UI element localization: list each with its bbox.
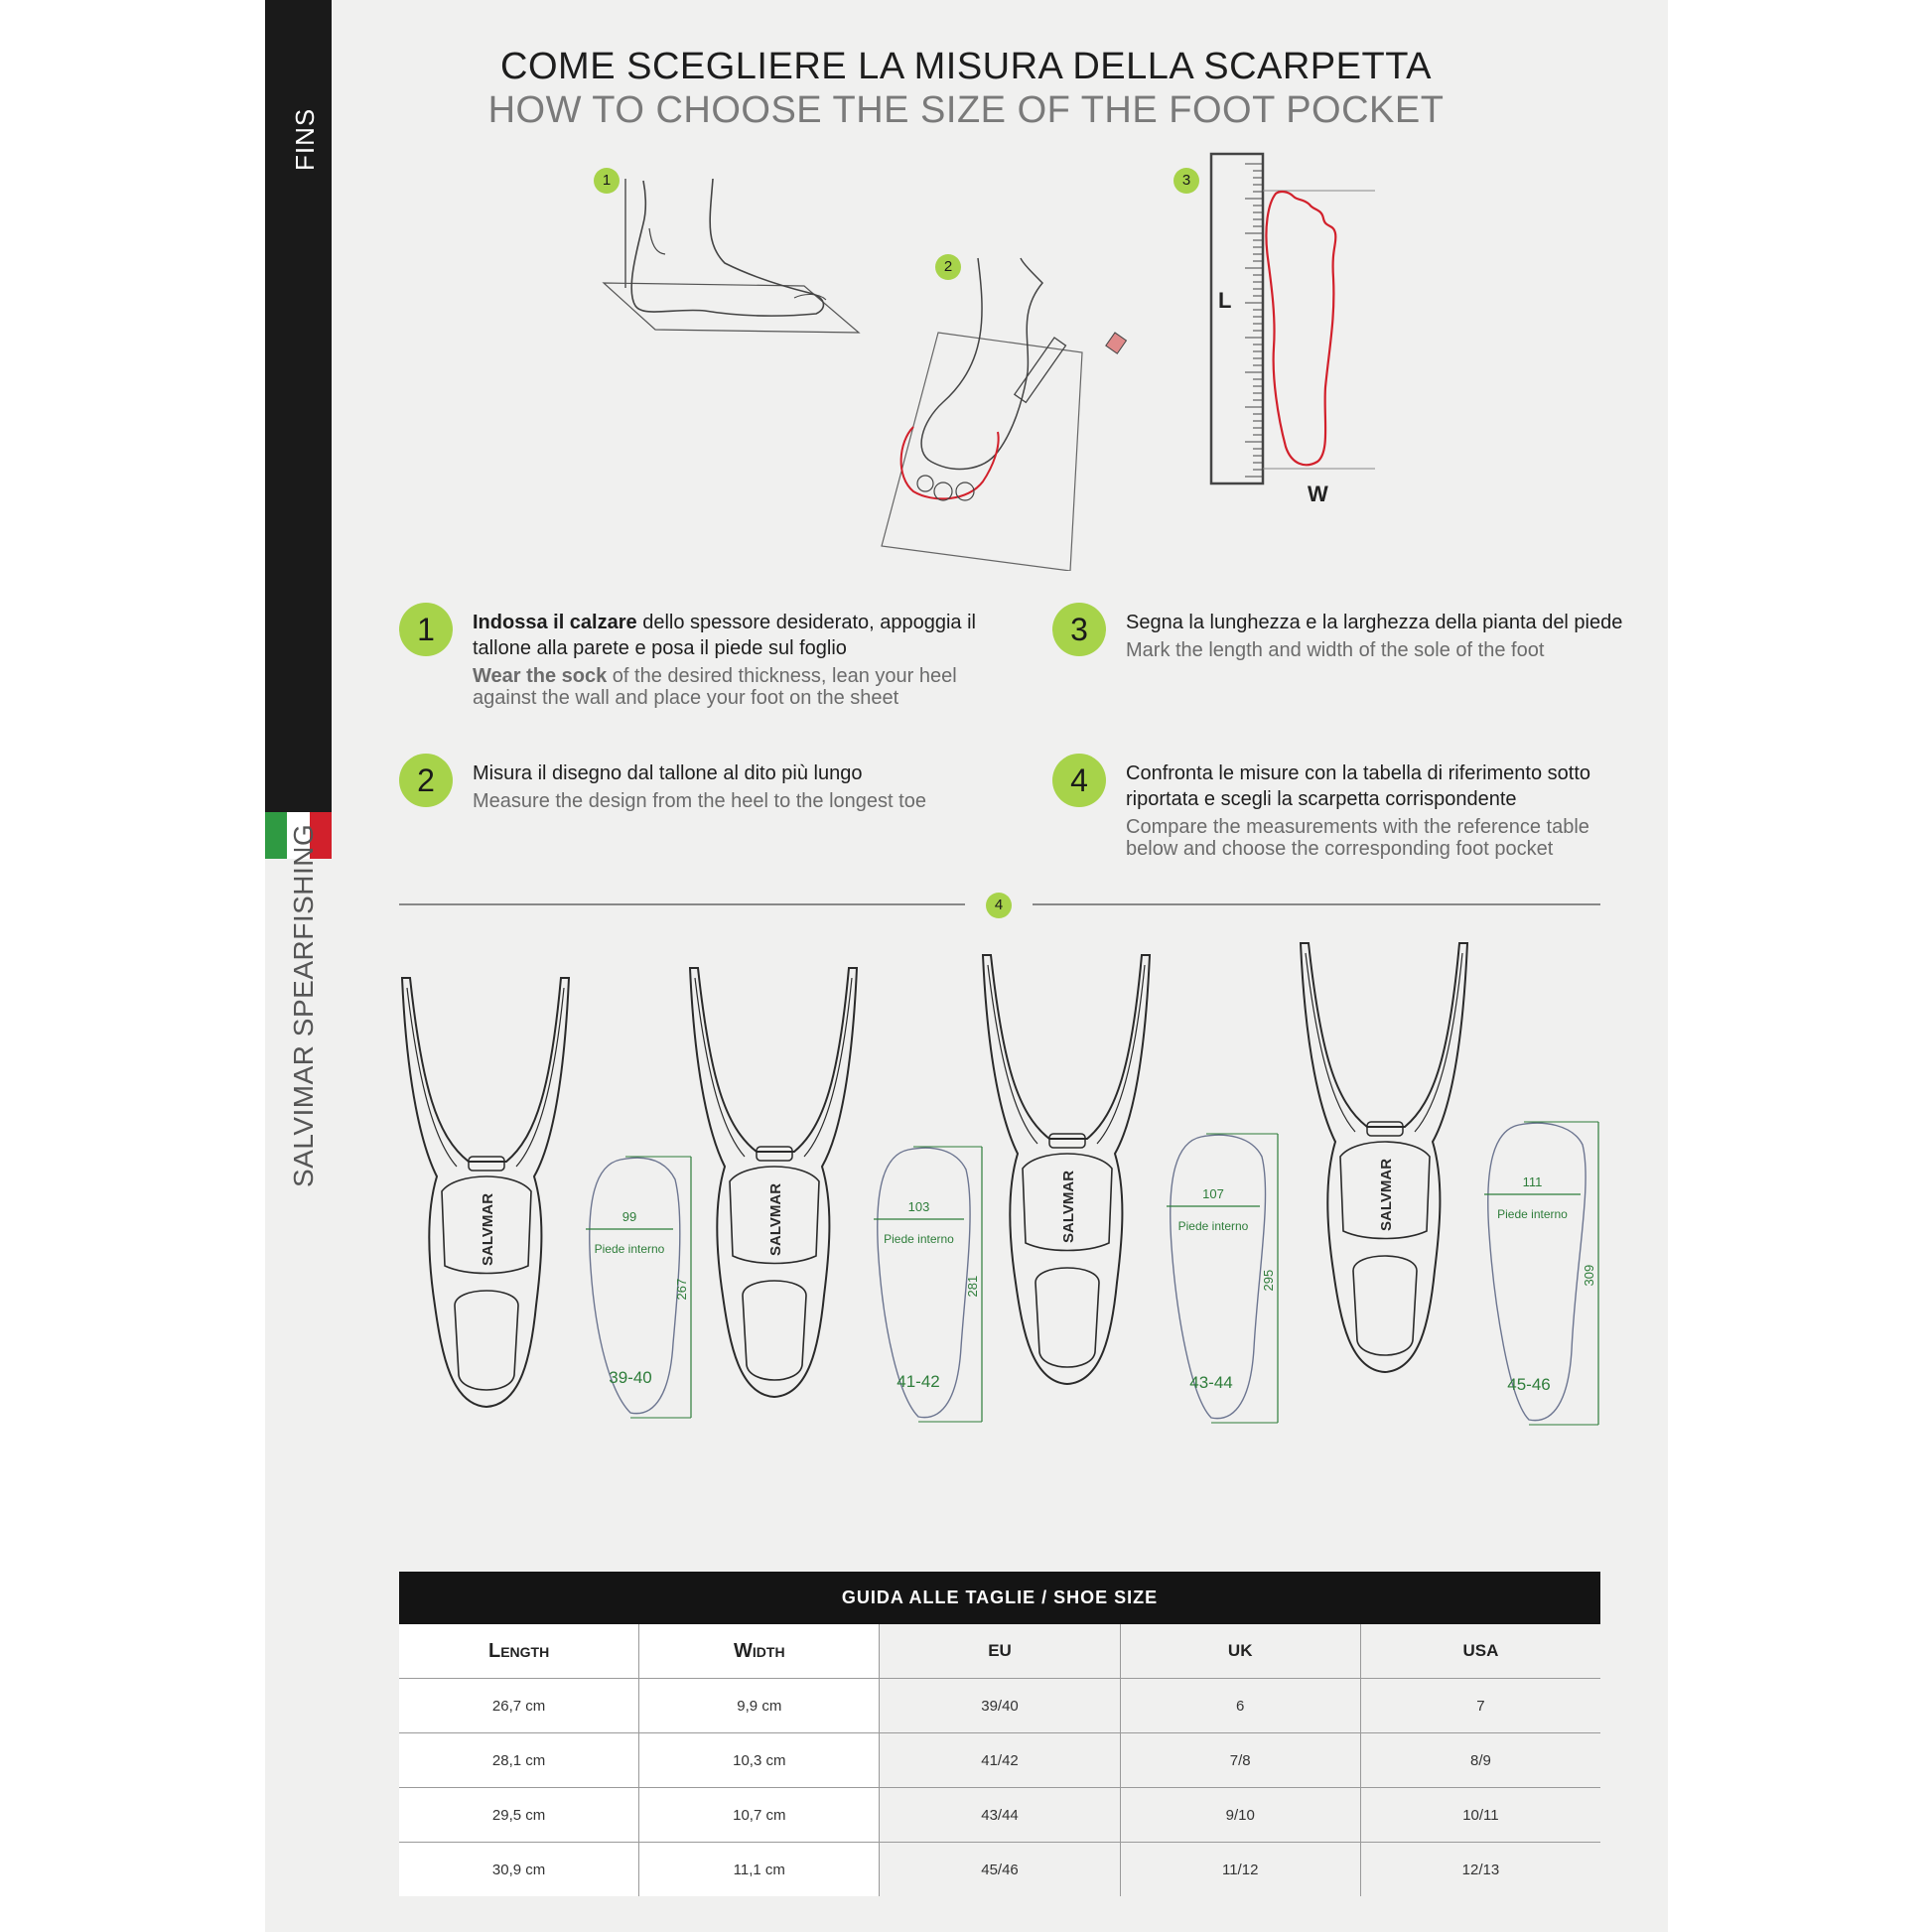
table-row bbox=[399, 1733, 1600, 1788]
fin-brand-label: SALVMAR bbox=[1378, 1158, 1395, 1231]
fin-brand-label: SALVMAR bbox=[480, 1192, 496, 1266]
step-4-badge: 4 bbox=[1052, 754, 1106, 807]
fin-outline bbox=[402, 978, 569, 1407]
size-table-title: GUIDA ALLE TAGLIE / SHOE SIZE bbox=[399, 1572, 1600, 1624]
fin-buckle bbox=[757, 1147, 792, 1161]
illustration-badge-1: 1 bbox=[594, 168, 620, 194]
fin-outline bbox=[690, 968, 857, 1397]
cell-uk: 6 bbox=[1121, 1679, 1361, 1732]
fin-brand-label: SALVMAR bbox=[1060, 1170, 1077, 1243]
section-label: FINS bbox=[290, 107, 320, 171]
cell-eu: 39/40 bbox=[880, 1679, 1120, 1732]
step-1-it-text: dello spessore desiderato, appoggia il tallone alla parete e posa il piede sul foglio bbox=[473, 612, 976, 659]
cell-length: 26,7 cm bbox=[399, 1679, 639, 1732]
step-3-it-text: Segna la lunghezza e la larghezza della pianta del piede bbox=[1126, 612, 1623, 633]
size-label: 43-44 bbox=[1189, 1373, 1233, 1392]
ruler-length-label: L bbox=[1218, 288, 1232, 313]
header-usa: USA bbox=[1361, 1624, 1600, 1678]
cell-length: 28,1 cm bbox=[399, 1733, 639, 1787]
page-title-english: HOW TO CHOOSE THE SIZE OF THE FOOT POCKET bbox=[487, 89, 1445, 131]
ruler-width-label: W bbox=[1308, 482, 1328, 506]
step-3-en-text: Mark the length and width of the sole of the foot bbox=[1126, 639, 1545, 661]
fin-group bbox=[402, 978, 691, 1418]
cell-uk: 9/10 bbox=[1121, 1788, 1361, 1842]
brand-label: SALVIMAR SPEARFISHING bbox=[288, 823, 319, 1187]
cell-eu: 45/46 bbox=[880, 1843, 1120, 1896]
fin-buckle bbox=[1049, 1134, 1085, 1148]
fin-brand-label: SALVMAR bbox=[767, 1182, 784, 1256]
step-1-en-text: of the desired thickness, lean your heel against the wall and place your foot on the sheet bbox=[473, 665, 957, 709]
size-label: 41-42 bbox=[897, 1372, 940, 1391]
step-2-it-text: Misura il disegno dal tallone al dito più lungo bbox=[473, 762, 863, 784]
size-label: 39-40 bbox=[609, 1368, 652, 1387]
fin-group bbox=[983, 955, 1278, 1423]
size-label: 45-46 bbox=[1507, 1375, 1551, 1394]
width-value: 99 bbox=[621, 1209, 637, 1224]
length-value: 309 bbox=[1582, 1264, 1596, 1287]
fin-heel-pocket bbox=[1035, 1268, 1099, 1367]
inner-foot-label: Piede interno bbox=[1497, 1207, 1568, 1221]
table-row bbox=[399, 1679, 1600, 1733]
width-value: 107 bbox=[1202, 1186, 1224, 1201]
size-table bbox=[399, 1572, 1600, 1896]
fin-heel-pocket bbox=[455, 1291, 518, 1390]
width-value: 103 bbox=[907, 1199, 930, 1214]
inner-foot-label: Piede interno bbox=[884, 1232, 954, 1246]
header-width: Width bbox=[639, 1624, 880, 1678]
cell-uk: 7/8 bbox=[1121, 1733, 1361, 1787]
fin-group bbox=[690, 968, 982, 1422]
cell-width: 10,3 cm bbox=[639, 1733, 880, 1787]
inner-foot-label: Piede interno bbox=[594, 1242, 665, 1256]
step-4-en-text: Compare the measurements with the reference table below and choose the corresponding foot pocket bbox=[1126, 816, 1589, 860]
cell-usa: 7 bbox=[1361, 1679, 1600, 1732]
cell-usa: 12/13 bbox=[1361, 1843, 1600, 1896]
fin-heel-pocket bbox=[1353, 1256, 1417, 1355]
step-1-en-bold: Wear the sock bbox=[473, 665, 608, 687]
cell-length: 30,9 cm bbox=[399, 1843, 639, 1896]
cell-usa: 8/9 bbox=[1361, 1733, 1600, 1787]
length-value: 295 bbox=[1261, 1269, 1276, 1292]
cell-length: 29,5 cm bbox=[399, 1788, 639, 1842]
header-uk: UK bbox=[1121, 1624, 1361, 1678]
size-table-header-row bbox=[399, 1624, 1600, 1679]
step-2-badge: 2 bbox=[399, 754, 453, 807]
step-2-en-text: Measure the design from the heel to the longest toe bbox=[473, 790, 926, 812]
cell-usa: 10/11 bbox=[1361, 1788, 1600, 1842]
illustration-badge-3: 3 bbox=[1173, 168, 1199, 194]
cell-uk: 11/12 bbox=[1121, 1843, 1361, 1896]
fin-buckle bbox=[1367, 1122, 1403, 1136]
fin-outline bbox=[1301, 943, 1467, 1372]
step-3-badge: 3 bbox=[1052, 603, 1106, 656]
width-value: 111 bbox=[1522, 1174, 1543, 1189]
header-eu: EU bbox=[880, 1624, 1120, 1678]
table-row bbox=[399, 1788, 1600, 1843]
table-row bbox=[399, 1843, 1600, 1896]
cell-eu: 43/44 bbox=[880, 1788, 1120, 1842]
illustration-badge-2: 2 bbox=[935, 254, 961, 280]
fin-outline bbox=[983, 955, 1150, 1384]
cell-width: 11,1 cm bbox=[639, 1843, 880, 1896]
header-length: Length bbox=[399, 1624, 639, 1678]
length-value: 267 bbox=[674, 1278, 689, 1301]
length-value: 281 bbox=[965, 1275, 980, 1298]
step-1-it-bold: Indossa il calzare bbox=[473, 612, 637, 633]
cell-width: 9,9 cm bbox=[639, 1679, 880, 1732]
step-1-badge: 1 bbox=[399, 603, 453, 656]
inner-foot-label: Piede interno bbox=[1177, 1219, 1249, 1233]
cell-width: 10,7 cm bbox=[639, 1788, 880, 1842]
cell-eu: 41/42 bbox=[880, 1733, 1120, 1787]
fin-heel-pocket bbox=[743, 1281, 806, 1380]
divider-badge: 4 bbox=[986, 893, 1012, 918]
fin-buckle bbox=[469, 1157, 504, 1171]
step-4-it-text: Confronta le misure con la tabella di riferimento sotto riportata e scegli la scarpetta corrispondente bbox=[1126, 762, 1591, 810]
page-title-italian: COME SCEGLIERE LA MISURA DELLA SCARPETTA bbox=[500, 46, 1432, 87]
fin-group bbox=[1301, 943, 1598, 1425]
